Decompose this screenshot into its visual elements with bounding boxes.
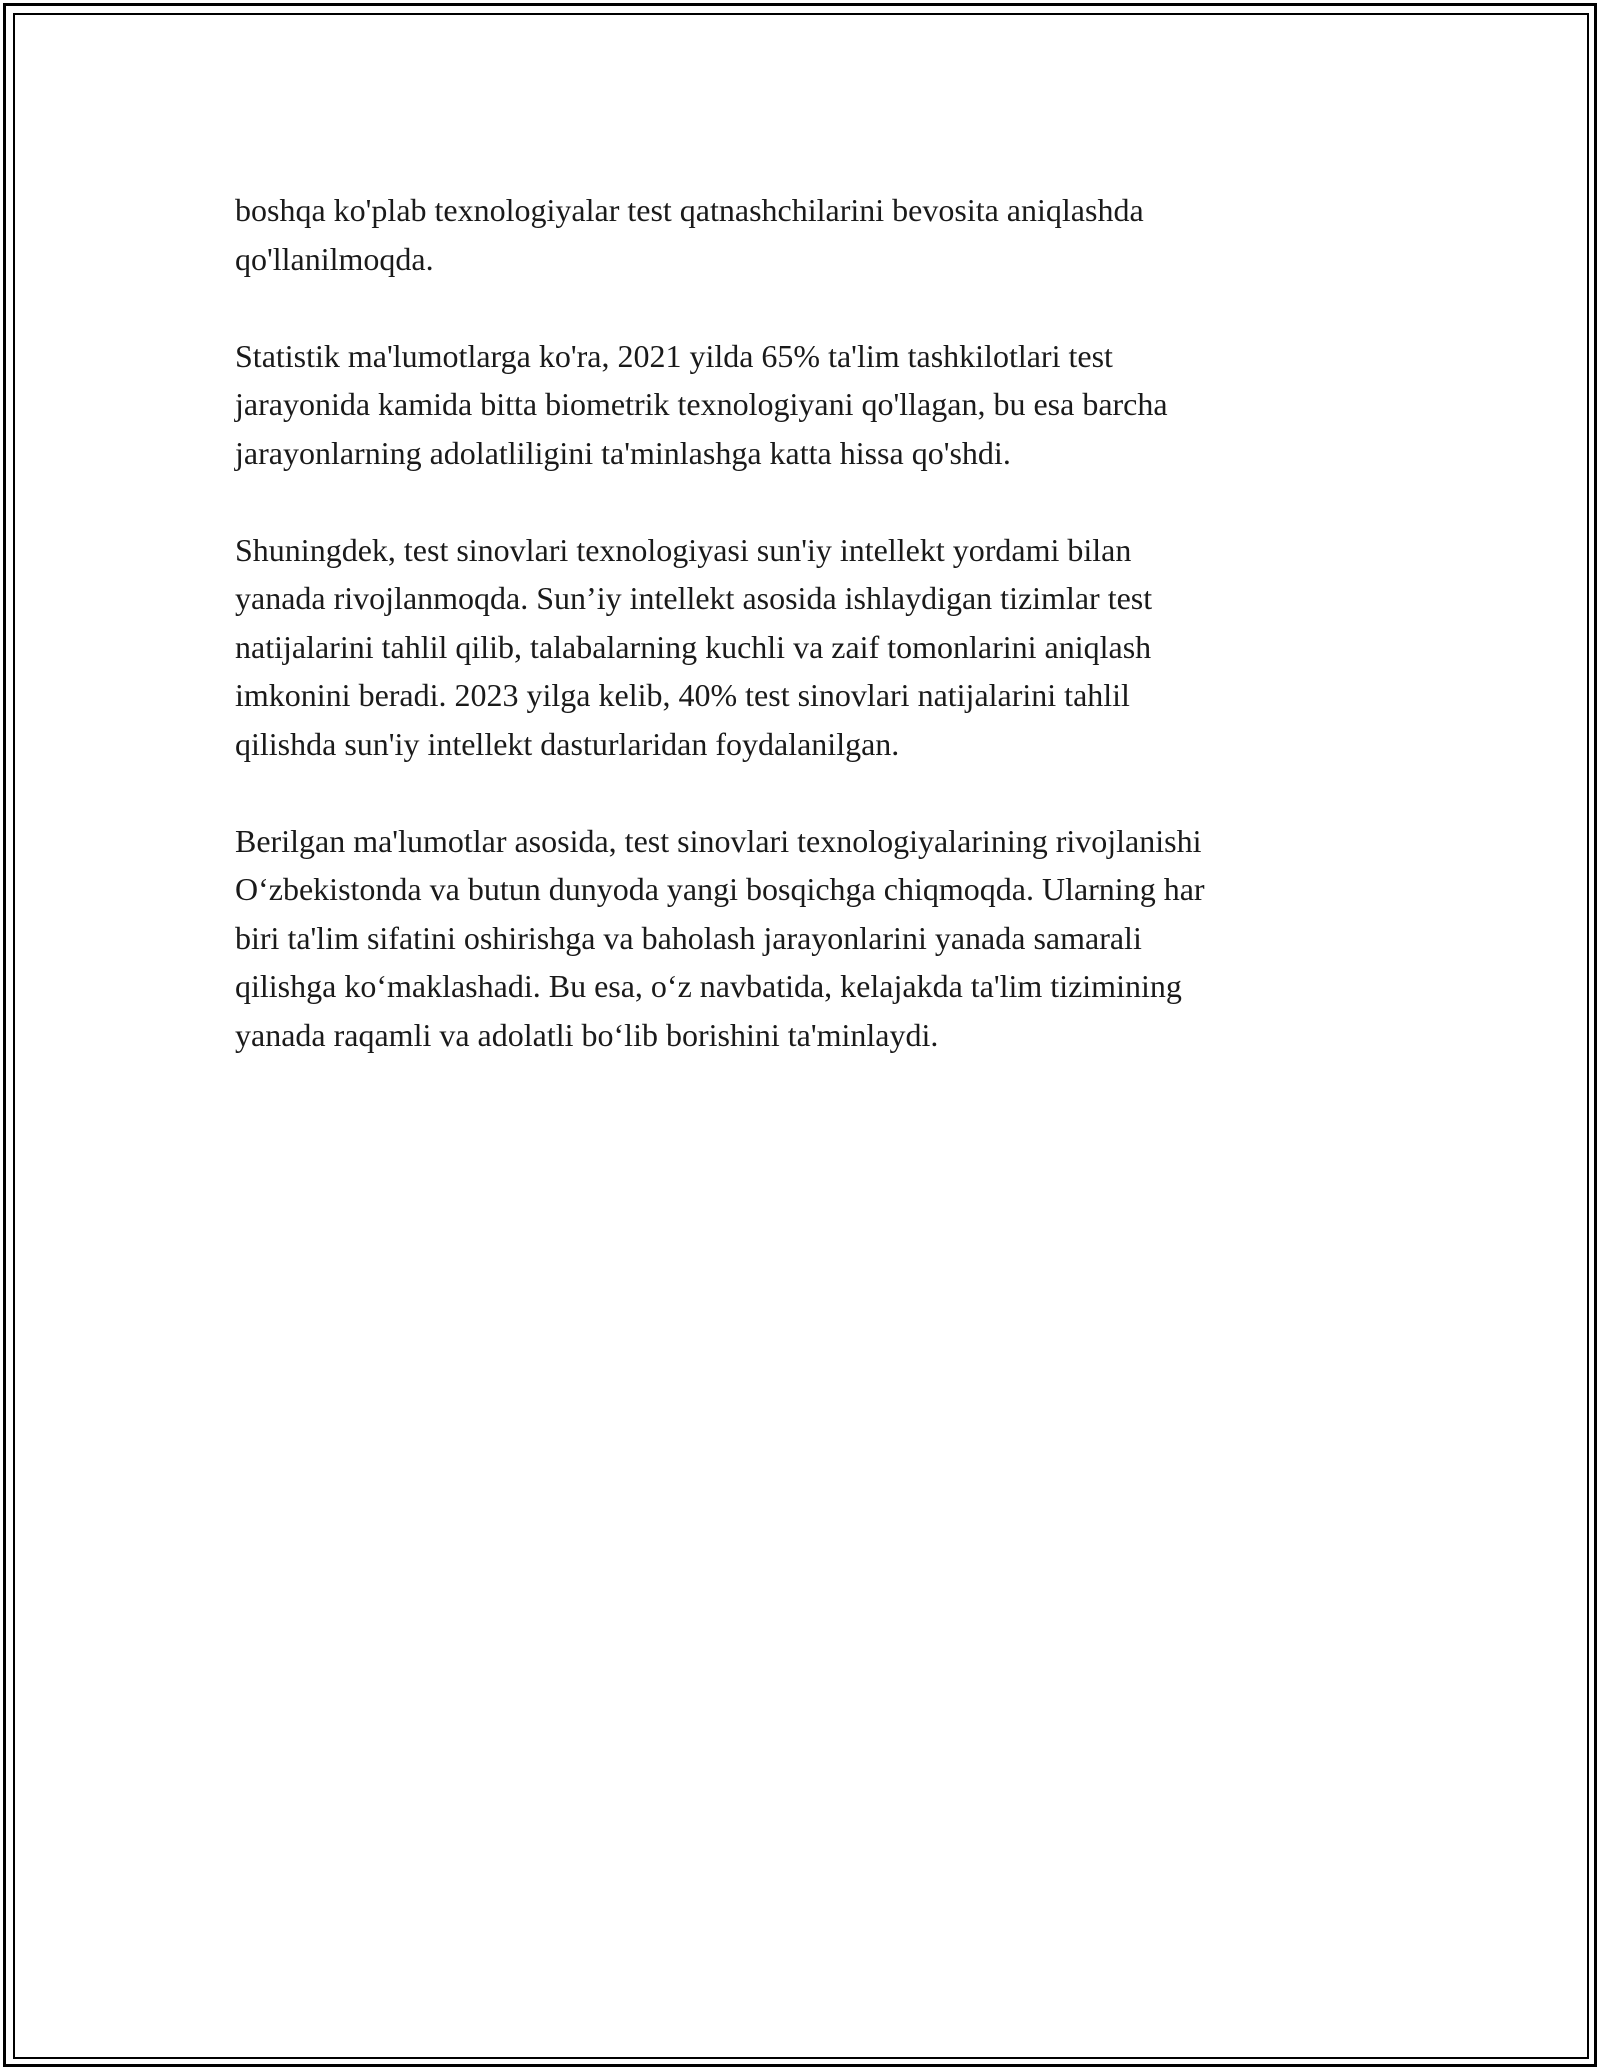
text-line: imkonini beradi. 2023 yilga kelib, 40% test sinovlari natijalarini tahlil [235, 677, 1130, 713]
text-line: Shuningdek, test sinovlari texnologiyasi sun'iy intellekt yordami bilan [235, 531, 1132, 568]
text-line: biri ta'lim sifatini oshirishga va baholash jarayonlarini yanada samarali [235, 919, 1142, 956]
text-line: natijalarini tahlil qilib, talabalarning kuchli va zaif tomonlarini aniqlash [235, 628, 1152, 665]
text-line: Statistik ma'lumotlarga ko'ra, 2021 yilda 65% ta'lim tashkilotlari test [235, 337, 1113, 374]
text-line: qilishda sun'iy intellekt dasturlaridan foydalanilgan. [235, 725, 900, 762]
text-line: yanada raqamli va adolatli bo‘lib borishini ta'minlaydi. [235, 1016, 939, 1053]
text-line: Berilgan ma'lumotlar asosida, test sinovlari texnologiyalarining rivojlanishi [235, 822, 1202, 859]
document-body [235, 186, 1365, 1108]
text-line: O‘zbekistonda va butun dunyoda yangi bosqichga chiqmoqda. Ularning har [235, 871, 1205, 907]
paragraph-statistics [235, 332, 1365, 478]
text-line: boshqa ko'plab texnologiyalar test qatnashchilarini bevosita aniqlashda [235, 192, 1144, 228]
text-line: qo'llanilmoqda. [235, 240, 434, 277]
text-line: jarayonlarning adolatliligini ta'minlashga katta hissa qo'shdi. [235, 434, 1011, 471]
text-line: jarayonida kamida bitta biometrik texnologiyani qo'llagan, bu esa barcha [235, 386, 1168, 422]
paragraph-ai [235, 526, 1365, 769]
text-line: qilishga ko‘maklashadi. Bu esa, o‘z navbatida, kelajakda ta'lim tizimining [235, 968, 1182, 1004]
text-line: yanada rivojlanmoqda. Sun’iy intellekt asosida ishlaydigan tizimlar test [235, 580, 1153, 616]
paragraph-continuation [235, 186, 1365, 283]
paragraph-conclusion [235, 817, 1365, 1060]
